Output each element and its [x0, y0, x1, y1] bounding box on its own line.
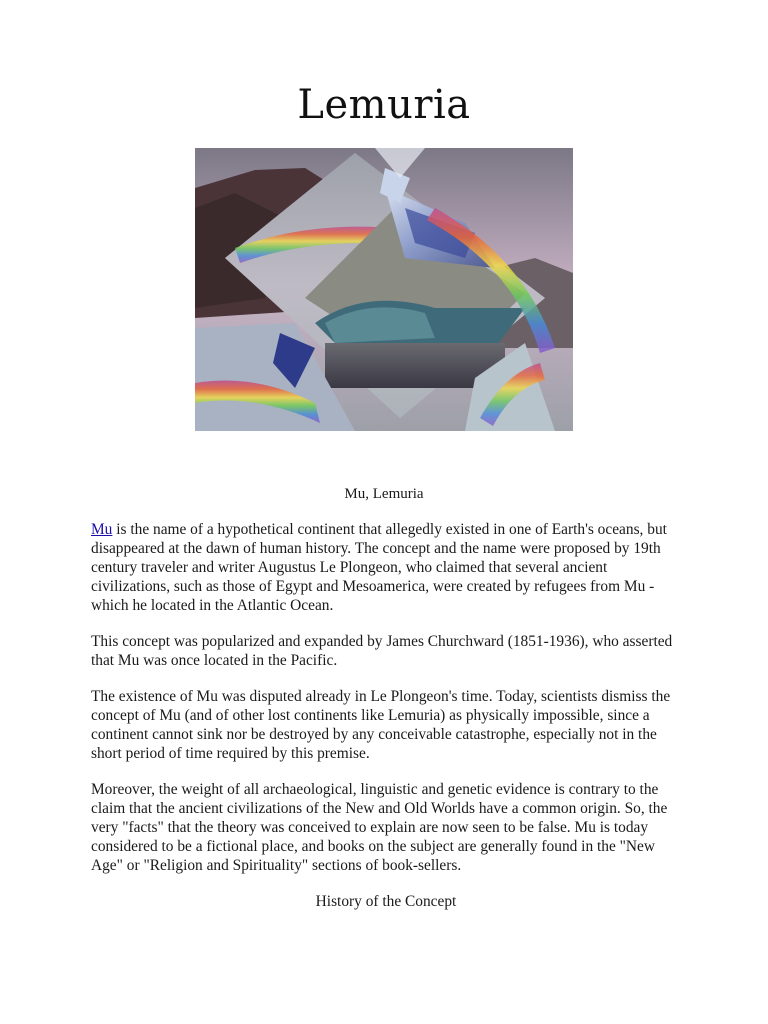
paragraph-3: The existence of Mu was disputed already in Le Plongeon's time. Today, scientists dismiss the concept of Mu (and of other lost continents like Lemuria) as physically impossible, since a continent cannot sink nor be destroyed by any conceivable catastrophe, especially not in the short period of time required by this premise. — [91, 688, 671, 762]
article-body — [91, 520, 681, 928]
image-caption: Mu, Lemuria — [344, 486, 424, 502]
section-heading: History of the Concept — [315, 893, 457, 910]
lemuria-fantasy-image — [195, 148, 573, 431]
paragraph-1 — [91, 520, 681, 615]
page-title: Lemuria — [297, 82, 471, 128]
paragraph-2: This concept was popularized and expanded by James Churchward (1851-1936), who asserted that Mu was once located in the Pacific. — [91, 633, 673, 669]
paragraph-4: Moreover, the weight of all archaeological, linguistic and genetic evidence is contrary to the claim that the ancient civilizations of the New and Old Worlds have a common origin. So, the very "facts" that the theory was conceived to explain are now seen to be false. Mu is today considered to be a fictional place, and books on the subject are generally found in the "New Age" or "Religion and Spirituality" sections of book-sellers. — [91, 781, 668, 874]
paragraph-1-text: is the name of a hypothetical continent that allegedly existed in one of Earth's oceans, but disappeared at the dawn of human history. The concept and the name were proposed by 19th century traveler and writer Augustus Le Plongeon, who claimed that several ancient civilizations, such as those of Egypt and Mesoamerica, were created by refugees from Mu - which he located in the Atlantic Ocean. — [91, 521, 667, 614]
mu-link[interactable]: Mu — [91, 521, 113, 538]
